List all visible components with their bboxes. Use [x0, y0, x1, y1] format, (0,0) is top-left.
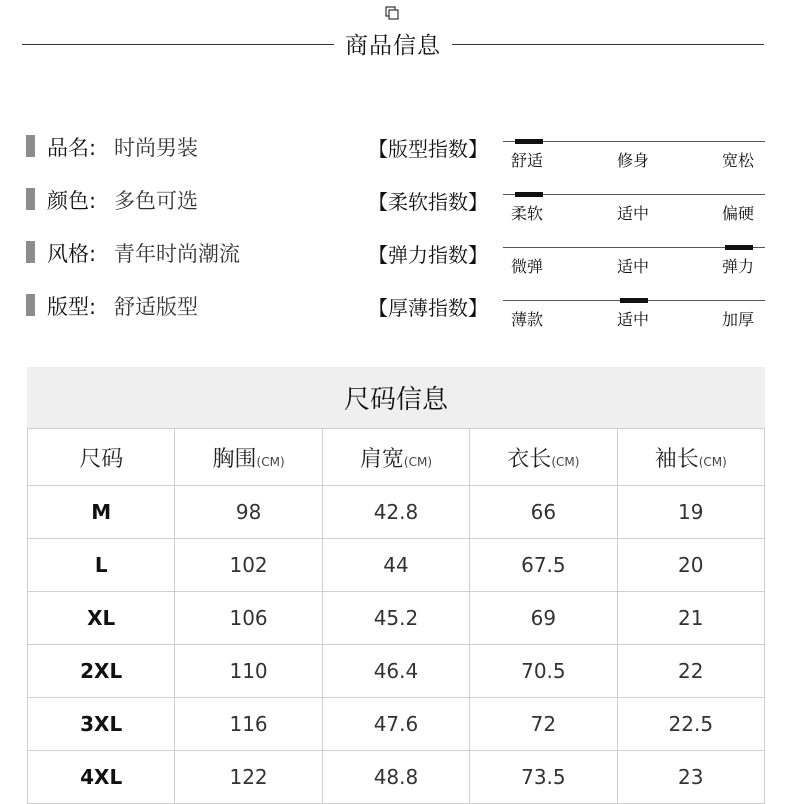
- scale-marker: [515, 139, 543, 144]
- info-label: 品名:: [47, 136, 97, 160]
- length-cell: 66: [470, 486, 617, 539]
- info-bullet: [26, 135, 35, 157]
- chest-cell: 98: [175, 486, 322, 539]
- column-unit: (CM): [256, 454, 285, 469]
- scale-marker: [515, 192, 543, 197]
- info-bullet: [26, 241, 35, 263]
- sleeve-cell: 23: [617, 751, 764, 804]
- sleeve-cell: 21: [617, 592, 764, 645]
- scale-label-mid: 修身: [617, 151, 650, 170]
- length-cell: 69: [470, 592, 617, 645]
- chest-cell: 110: [175, 645, 322, 698]
- column-unit: (CM): [698, 454, 727, 469]
- copy-icon: [385, 6, 399, 20]
- softness-index-label: 【柔软指数】: [368, 190, 488, 214]
- scale-label-mid: 适中: [617, 310, 650, 329]
- info-value: 舒适版型: [114, 295, 198, 319]
- size-cell: 3XL: [28, 698, 175, 751]
- length-cell: 70.5: [470, 645, 617, 698]
- column-header-chest: [175, 429, 322, 486]
- chest-cell: 106: [175, 592, 322, 645]
- column-header-shoulder: [322, 429, 469, 486]
- length-cell: 73.5: [470, 751, 617, 804]
- size-info-title: 尺码信息: [343, 385, 448, 415]
- sleeve-cell: 20: [617, 539, 764, 592]
- column-unit: (CM): [403, 454, 433, 469]
- info-value: 青年时尚潮流: [114, 242, 240, 266]
- length-cell: 67.5: [470, 539, 617, 592]
- fit-index-label: 【版型指数】: [368, 137, 488, 161]
- column-header-length: [470, 429, 617, 486]
- column-name: 肩宽: [359, 446, 404, 472]
- column-name: 衣长: [507, 446, 552, 472]
- softness-index-scale: [503, 194, 765, 234]
- column-unit: (CM): [551, 454, 580, 469]
- table-row: [28, 751, 765, 804]
- info-value: 时尚男装: [114, 136, 198, 160]
- size-table-header-row: [28, 429, 765, 486]
- elasticity-index-scale: [503, 247, 765, 287]
- scale-label-low: 舒适: [511, 151, 544, 170]
- column-name: 胸围: [212, 446, 257, 472]
- shoulder-cell: 48.8: [322, 751, 469, 804]
- thickness-index-scale: [503, 300, 765, 340]
- scale-label-low: 微弹: [511, 257, 544, 276]
- size-cell: M: [28, 486, 175, 539]
- table-row: [28, 486, 765, 539]
- column-name: 尺码: [79, 446, 124, 472]
- scale-label-high: 宽松: [722, 151, 755, 170]
- info-row-color: [26, 185, 386, 215]
- shoulder-cell: 45.2: [322, 592, 469, 645]
- shoulder-cell: 46.4: [322, 645, 469, 698]
- info-row-fit: [26, 291, 386, 321]
- info-value: 多色可选: [114, 189, 198, 213]
- fit-index-scale: [503, 141, 765, 181]
- shoulder-cell: 42.8: [322, 486, 469, 539]
- info-row-name: [26, 132, 386, 162]
- table-row: [28, 592, 765, 645]
- size-cell: 4XL: [28, 751, 175, 804]
- scale-label-high: 加厚: [722, 310, 755, 329]
- thickness-index-label: 【厚薄指数】: [368, 296, 488, 320]
- shoulder-cell: 47.6: [322, 698, 469, 751]
- scale-label-mid: 适中: [617, 257, 650, 276]
- scale-marker: [725, 245, 753, 250]
- elasticity-index-label: 【弹力指数】: [368, 243, 488, 267]
- page-title: 商品信息: [345, 33, 441, 59]
- chest-cell: 116: [175, 698, 322, 751]
- table-row: [28, 698, 765, 751]
- scale-label-mid: 适中: [617, 204, 650, 223]
- info-label: 风格:: [47, 242, 97, 266]
- size-info-header: [27, 367, 765, 428]
- sleeve-cell: 19: [617, 486, 764, 539]
- table-row: [28, 539, 765, 592]
- info-row-style: [26, 238, 386, 268]
- info-label: 版型:: [47, 295, 97, 319]
- shoulder-cell: 44: [322, 539, 469, 592]
- info-bullet: [26, 294, 35, 316]
- size-cell: XL: [28, 592, 175, 645]
- column-header-sleeve: [617, 429, 764, 486]
- header-divider-right: [452, 44, 764, 45]
- sleeve-cell: 22: [617, 645, 764, 698]
- column-header-size: [28, 429, 175, 486]
- table-row: [28, 645, 765, 698]
- size-cell: 2XL: [28, 645, 175, 698]
- sleeve-cell: 22.5: [617, 698, 764, 751]
- info-bullet: [26, 188, 35, 210]
- scale-marker: [620, 298, 648, 303]
- chest-cell: 122: [175, 751, 322, 804]
- chest-cell: 102: [175, 539, 322, 592]
- header-divider-left: [22, 44, 334, 45]
- scale-label-low: 薄款: [511, 310, 544, 329]
- scale-label-high: 弹力: [722, 257, 755, 276]
- column-name: 袖长: [654, 446, 699, 472]
- scale-label-low: 柔软: [511, 204, 544, 223]
- size-table: [27, 428, 765, 804]
- scale-label-high: 偏硬: [722, 204, 755, 223]
- length-cell: 72: [470, 698, 617, 751]
- info-label: 颜色:: [47, 189, 97, 213]
- size-cell: L: [28, 539, 175, 592]
